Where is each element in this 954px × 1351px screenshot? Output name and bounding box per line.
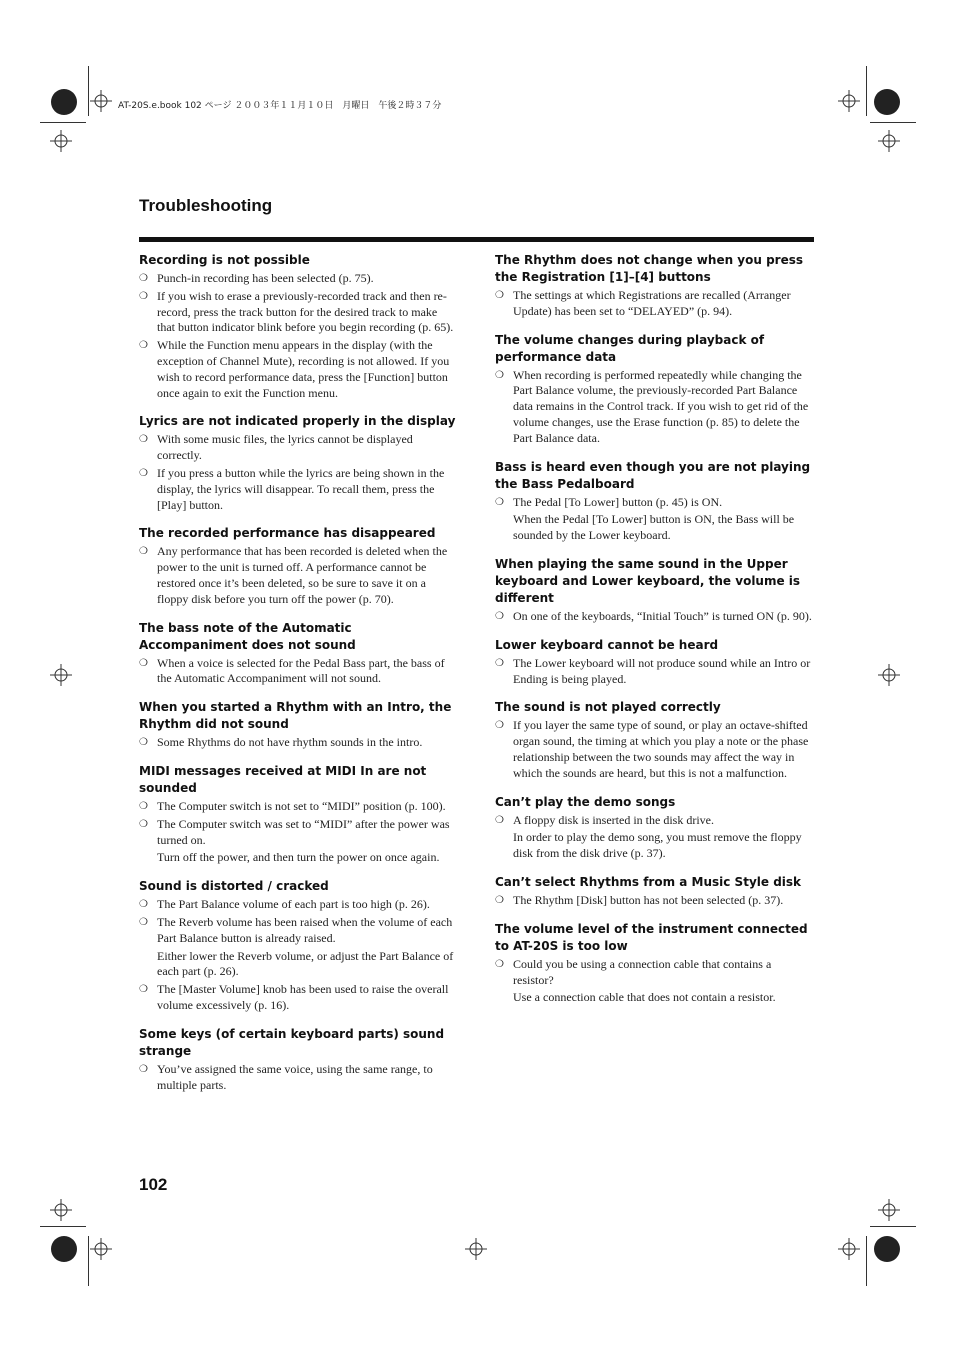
entry-heading: The volume changes during playback of performance data (495, 332, 765, 364)
entry-item (139, 544, 457, 607)
troubleshooting-entry (495, 252, 813, 320)
circle-bullet-icon: ❍ (139, 899, 148, 911)
item-text: Punch-in recording has been selected (p. 75). (157, 271, 374, 285)
entry-item (495, 656, 813, 688)
item-text: Some Rhythms do not have rhythm sounds in the intro. (157, 735, 423, 750)
circle-bullet-icon: ❍ (495, 369, 504, 381)
circle-bullet-icon: ❍ (495, 720, 504, 732)
crosshair-icon (50, 130, 72, 152)
circle-bullet-icon: ❍ (495, 657, 504, 669)
entry-item (495, 957, 813, 1006)
circle-bullet-icon: ❍ (495, 496, 504, 508)
troubleshooting-entry (139, 699, 457, 751)
circle-bullet-icon: ❍ (139, 467, 148, 479)
troubleshooting-entry (139, 1026, 457, 1094)
entry-item (139, 432, 457, 464)
entry-item (139, 817, 457, 866)
crosshair-icon (838, 1238, 860, 1260)
item-note: In order to play the demo song, you must remove the floppy disk from the disk drive (p. 37). (513, 830, 802, 861)
entry-heading: Bass is heard even though you are not playing the Bass Pedalboard (495, 459, 811, 491)
troubleshooting-entry (139, 878, 457, 1014)
item-text: If you press a button while the lyrics are being shown in the display, the lyrics will disappear. To recall them, press the [Play] button. (157, 465, 445, 512)
entry-item (139, 735, 457, 751)
item-text: When a voice is selected for the Pedal Bass part, the bass of the Automatic Accompaniment will not sound. (157, 655, 445, 686)
item-text: If you wish to erase a previously-recorded track and then re-record, press the track button for the desired track to make that button indicator blink before you begin recording (p. 65). (157, 288, 454, 335)
title-rule (139, 237, 814, 242)
crosshair-icon (878, 1199, 900, 1221)
circle-bullet-icon: ❍ (139, 546, 148, 558)
item-note: When the Pedal [To Lower] button is ON, the Bass will be sounded by the Lower keyboard. (513, 512, 795, 543)
circle-bullet-icon: ❍ (139, 657, 148, 669)
entry-heading: The bass note of the Automatic Accompaniment does not sound (139, 620, 356, 652)
troubleshooting-entry (495, 921, 813, 1006)
troubleshooting-entry (139, 763, 457, 866)
crosshair-icon (90, 90, 112, 112)
entry-heading: Lyrics are not indicated properly in the display (139, 414, 456, 429)
circle-bullet-icon: ❍ (495, 610, 504, 622)
page-title: Troubleshooting (139, 196, 273, 215)
entry-item (139, 271, 457, 287)
item-text: You’ve assigned the same voice, using the same range, to multiple parts. (157, 1061, 433, 1092)
circle-bullet-icon: ❍ (139, 1063, 148, 1075)
left-column (139, 252, 457, 1105)
right-column (495, 252, 813, 1018)
circle-bullet-icon: ❍ (139, 737, 148, 749)
item-note: Turn off the power, and then turn the power on once again. (157, 850, 440, 865)
circle-bullet-icon: ❍ (139, 800, 148, 812)
item-text: Any performance that has been recorded is deleted when the power to the unit is turned off. A performance cannot be restored once it’s been deleted, so be sure to save it on a floppy disk before you turn off the power (p. 70). (157, 544, 448, 606)
troubleshooting-entry (495, 794, 813, 862)
item-text: The [Master Volume] knob has been used to raise the overall volume excessively (p. 16). (157, 982, 449, 1012)
entry-item (495, 813, 813, 862)
entry-heading: When you started a Rhythm with an Intro, the Rhythm did not sound (139, 700, 452, 732)
entry-heading: Can’t select Rhythms from a Music Style disk (495, 874, 802, 889)
entry-heading: The Rhythm does not change when you press the Registration [1]–[4] buttons (495, 253, 804, 284)
troubleshooting-entry (495, 556, 813, 625)
troubleshooting-entry (495, 699, 813, 781)
entry-item (139, 982, 457, 1014)
entry-heading: The recorded performance has disappeared (139, 526, 436, 541)
circle-bullet-icon: ❍ (139, 273, 148, 284)
circle-bullet-icon: ❍ (139, 340, 148, 352)
item-text: The Pedal [To Lower] button (p. 45) is ON. (513, 494, 723, 509)
entry-heading: When playing the same sound in the Upper keyboard and Lower keyboard, the volume is different (495, 556, 801, 605)
troubleshooting-entry (495, 459, 813, 544)
troubleshooting-entry (139, 413, 457, 513)
circle-bullet-icon: ❍ (495, 290, 504, 301)
entry-item (139, 289, 457, 336)
circle-bullet-icon: ❍ (139, 434, 148, 446)
item-text: The Rhythm [Disk] button has not been selected (p. 37). (513, 892, 784, 907)
entry-heading: The volume level of the instrument connected to AT-20S is too low (495, 921, 808, 953)
crosshair-icon (838, 90, 860, 112)
item-text: The Computer switch is not set to “MIDI” position (p. 100). (157, 798, 446, 813)
entry-item (139, 338, 457, 401)
entry-heading: MIDI messages received at MIDI In are not sounded (139, 763, 427, 795)
registration-disc-icon (51, 1236, 77, 1262)
circle-bullet-icon: ❍ (139, 818, 148, 830)
troubleshooting-entry (139, 525, 457, 607)
entry-item (139, 915, 457, 980)
crosshair-icon (50, 1199, 72, 1221)
troubleshooting-entry (495, 874, 813, 909)
troubleshooting-entry (495, 332, 813, 447)
entry-heading: Some keys (of certain keyboard parts) sound strange (139, 1026, 445, 1058)
circle-bullet-icon: ❍ (139, 916, 148, 928)
item-text: While the Function menu appears in the display (with the exception of Channel Mute), recording is not allowed. If you wish to record performance data, press the [Function] button once again to exit the Function menu. (157, 338, 450, 400)
circle-bullet-icon: ❍ (139, 984, 148, 996)
entry-item (495, 718, 813, 781)
item-text: The settings at which Registrations are recalled (Arranger Update) has been set to “DELAYED” (p. 94). (513, 288, 791, 318)
item-note: Either lower the Reverb volume, or adjust the Part Balance of each part (p. 26). (157, 948, 454, 979)
item-text: With some music files, the lyrics cannot be displayed correctly. (157, 432, 413, 463)
circle-bullet-icon: ❍ (495, 958, 504, 970)
entry-heading: Sound is distorted / cracked (139, 879, 329, 894)
entry-item (139, 799, 457, 815)
page-number: 102 (139, 1175, 168, 1194)
circle-bullet-icon: ❍ (495, 814, 504, 826)
item-note: Use a connection cable that does not contain a resistor. (513, 990, 776, 1005)
crosshair-icon (878, 130, 900, 152)
entry-heading: Can’t play the demo songs (495, 794, 676, 809)
entry-heading: Recording is not possible (139, 253, 310, 267)
item-text: A floppy disk is inserted in the disk drive. (513, 812, 714, 827)
entry-item (495, 368, 813, 447)
crosshair-icon (50, 664, 72, 686)
item-text: The Lower keyboard will not produce sound while an Intro or Ending is being played. (513, 655, 811, 686)
registration-disc-icon (874, 1236, 900, 1262)
entry-item (495, 288, 813, 320)
entry-item (139, 466, 457, 513)
crosshair-icon (90, 1238, 112, 1260)
entry-item (495, 495, 813, 544)
entry-item (495, 609, 813, 625)
entry-item (139, 897, 457, 913)
item-text: The Part Balance volume of each part is too high (p. 26). (157, 897, 430, 912)
troubleshooting-entry (139, 620, 457, 688)
entry-heading: Lower keyboard cannot be heard (495, 637, 719, 652)
registration-disc-icon (874, 89, 900, 115)
registration-disc-icon (51, 89, 77, 115)
item-text: If you layer the same type of sound, or play an octave-shifted organ sound, the timing at which you play a note or the phase relationship between the two sounds may affect the way in which the sounds are heard, but this is not a malfunction. (513, 718, 809, 780)
circle-bullet-icon: ❍ (495, 894, 504, 906)
entry-item (495, 893, 813, 909)
entry-item (139, 656, 457, 688)
entry-item (139, 1062, 457, 1094)
entry-heading: The sound is not played correctly (495, 700, 721, 715)
item-text: When recording is performed repeatedly while changing the Part Balance volume, the previously-recorded Part Balance data remains in the Control track. If you wish to get rid of the volume changes, use the Erase function (p. 85) to delete the Part Balance data. (513, 367, 809, 445)
crosshair-icon (465, 1238, 487, 1260)
circle-bullet-icon: ❍ (139, 290, 148, 302)
troubleshooting-entry (495, 637, 813, 688)
item-text: The Computer switch was set to “MIDI” after the power was turned on. (157, 816, 450, 847)
file-info-header: AT-20S.e.book 102 ページ ２００３年１１月１０日 月曜日 午後２時３７分 (118, 101, 442, 111)
crosshair-icon (878, 664, 900, 686)
item-text: The Reverb volume has been raised when the volume of each Part Balance button is already raised. (157, 914, 453, 945)
troubleshooting-entry (139, 252, 457, 401)
item-text: Could you be using a connection cable that contains a resistor? (513, 956, 772, 987)
item-text: On one of the keyboards, “Initial Touch” is turned ON (p. 90). (513, 608, 812, 623)
